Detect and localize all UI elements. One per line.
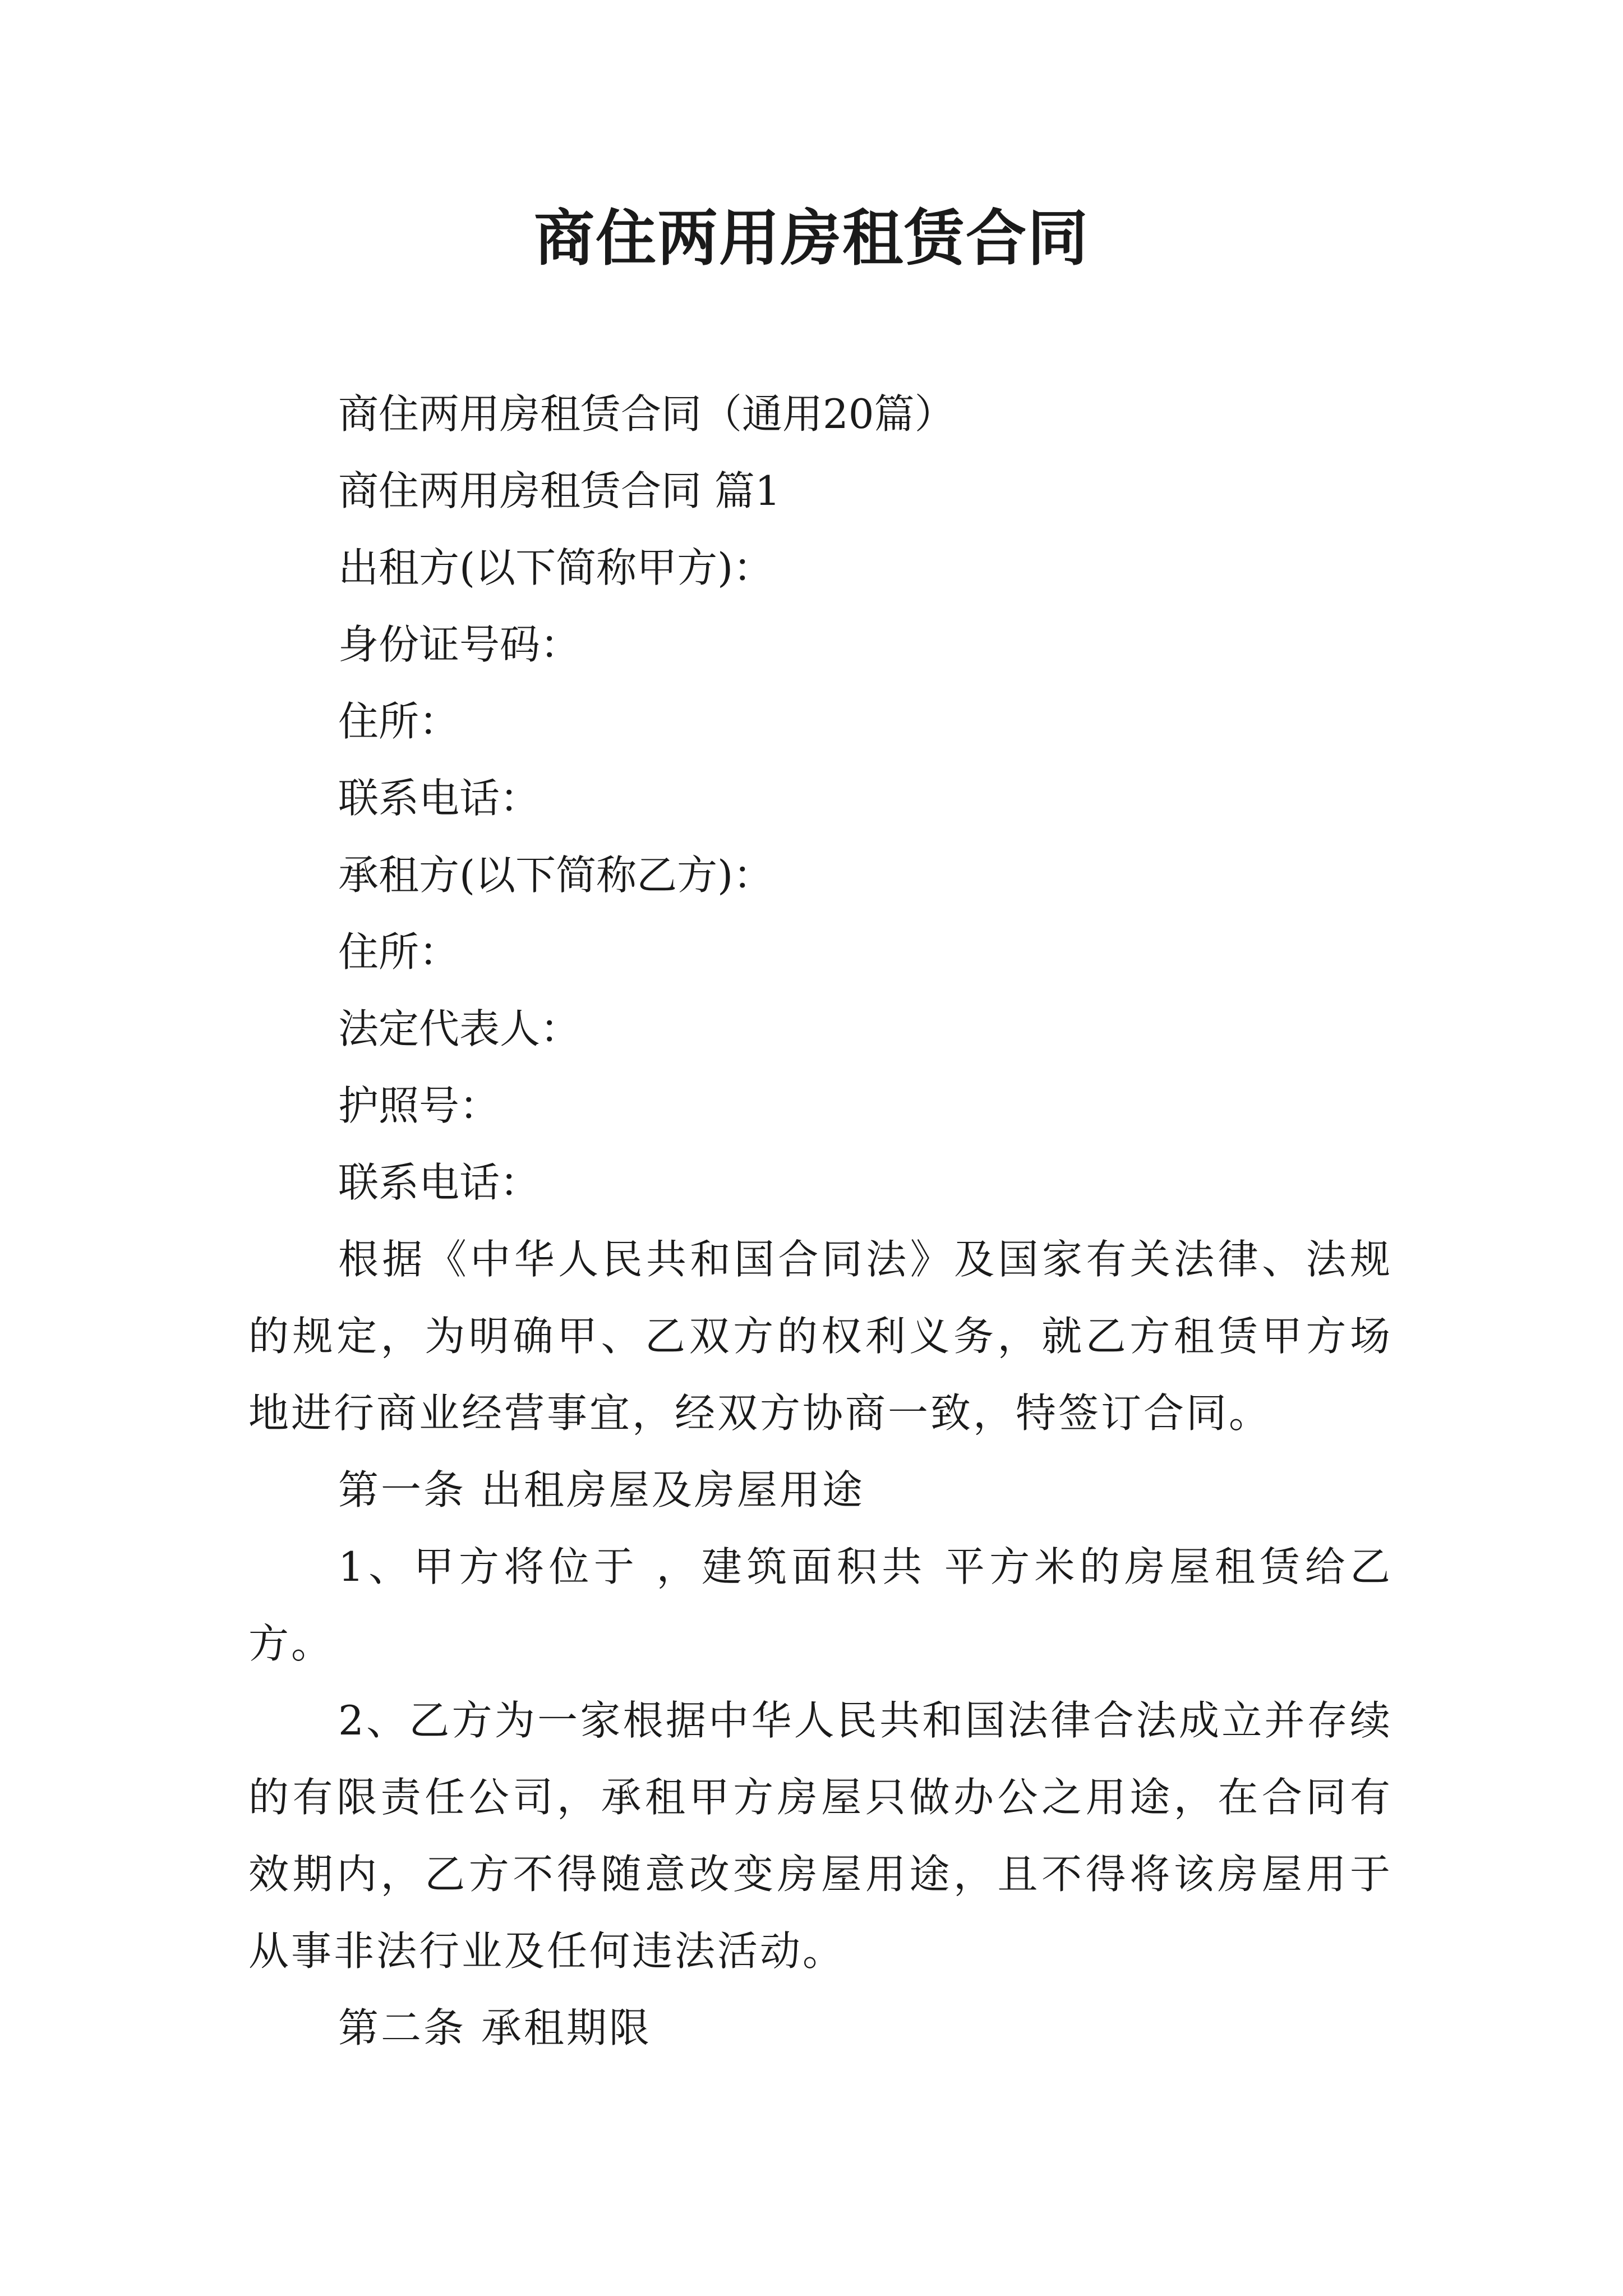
article-1-heading: 第一条 出租房屋及房屋用途	[338, 1466, 865, 1513]
lessor-address-field: 住所：	[338, 698, 460, 745]
contract-section-heading: 商住两用房租赁合同 篇1	[338, 467, 781, 514]
lessee-field: 承租方(以下简称乙方)：	[338, 852, 774, 899]
lessee-address-field: 住所：	[338, 928, 460, 976]
id-number-field: 身份证号码：	[338, 621, 581, 668]
legal-representative-field: 法定代表人：	[338, 1005, 581, 1052]
lessor-field: 出租方(以下简称甲方)：	[338, 544, 774, 591]
contract-subtitle: 商住两用房租赁合同（通用20篇）	[338, 390, 955, 438]
article-1-clause-2: 2、乙方为一家根据中华人民共和国法律合法成立并存续的有限责任公司，承租甲方房屋只做办公之用途，在合同有效期内，乙方不得随意改变房屋用途，且不得将该房屋用于从事非法行业及任何违法活动。	[248, 1697, 1393, 1975]
article-2-heading: 第二条 承租期限	[338, 2004, 652, 2051]
article-1-clause-1: 1、甲方将位于 ，建筑面积共 平方米的房屋租赁给乙方。	[248, 1543, 1393, 1667]
document-title: 商住两用房租赁合同	[533, 203, 1089, 274]
lessor-phone-field: 联系电话：	[338, 775, 541, 822]
document-body	[248, 376, 1393, 2067]
lessee-phone-field: 联系电话：	[338, 1159, 541, 1206]
preamble-paragraph: 根据《中华人民共和国合同法》及国家有关法律、法规的规定，为明确甲、乙双方的权利义务，就乙方租赁甲方场地进行商业经营事宜，经双方协商一致，特签订合同。	[248, 1236, 1393, 1437]
passport-field: 护照号：	[338, 1082, 500, 1129]
